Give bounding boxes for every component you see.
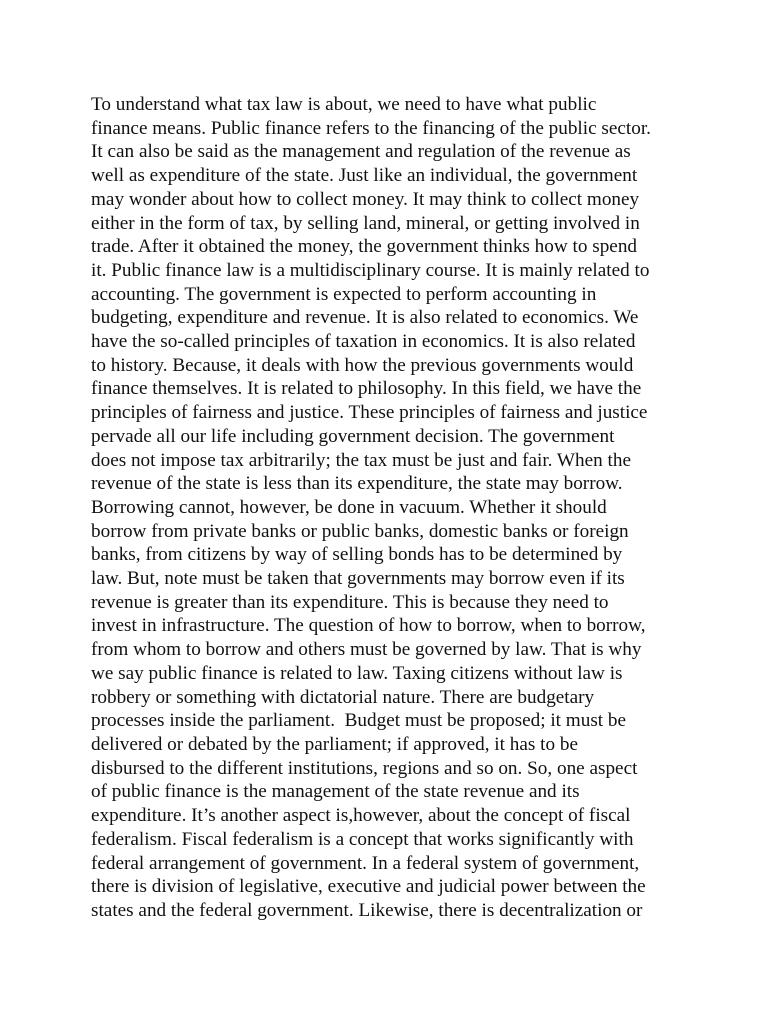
text-line: expenditure. It’s another aspect is,however, about the concept of fiscal [91, 805, 631, 827]
text-line: accounting. The government is expected to perform accounting in [91, 283, 597, 305]
text-line: borrow from private banks or public banks, domestic banks or foreign [91, 520, 629, 542]
text-line: law. But, note must be taken that governments may borrow even if its [91, 568, 625, 590]
text-line: have the so-called principles of taxation in economics. It is also related [91, 331, 636, 353]
text-line: finance means. Public finance refers to the financing of the public sector. [91, 117, 651, 139]
text-line: from whom to borrow and others must be governed by law. That is why [91, 639, 642, 661]
text-line: either in the form of tax, by selling land, mineral, or getting involved in [91, 212, 640, 234]
text-line: invest in infrastructure. The question of how to borrow, when to borrow, [91, 615, 646, 637]
text-line: to history. Because, it deals with how the previous governments would [91, 354, 634, 376]
text-line: revenue of the state is less than its expenditure, the state may borrow. [91, 473, 623, 495]
text-line: budgeting, expenditure and revenue. It is also related to economics. We [91, 307, 639, 329]
text-line: we say public finance is related to law. Taxing citizens without law is [91, 662, 623, 684]
text-line: To understand what tax law is about, we need to have what public [91, 94, 597, 115]
text-line: federal arrangement of government. In a federal system of government, [91, 852, 640, 874]
text-line: does not impose tax arbitrarily; the tax must be just and fair. When the [91, 449, 631, 471]
text-line: principles of fairness and justice. These principles of fairness and justice [91, 402, 648, 424]
text-line: pervade all our life including government decision. The government [91, 425, 615, 447]
text-line: delivered or debated by the parliament; if approved, it has to be [91, 733, 578, 755]
text-line: disbursed to the different institutions, regions and so on. So, one aspect [91, 757, 638, 779]
text-line: may wonder about how to collect money. It may think to collect money [91, 188, 640, 210]
text-line: processes inside the parliament. Budget must be proposed; it must be [91, 710, 627, 732]
text-line: trade. After it obtained the money, the government thinks how to spend [91, 236, 638, 258]
text-line: It can also be said as the management and regulation of the revenue as [91, 141, 631, 163]
text-line: there is division of legislative, executive and judicial power between the [91, 876, 646, 898]
text-line: robbery or something with dictatorial nature. There are budgetary [91, 686, 595, 708]
text-line: banks, from citizens by way of selling bonds has to be determined by [91, 544, 623, 566]
text-line: Borrowing cannot, however, be done in vacuum. Whether it should [91, 496, 607, 518]
text-line: states and the federal government. Likewise, there is decentralization or [91, 899, 643, 921]
body-paragraph [91, 93, 691, 923]
text-line: revenue is greater than its expenditure. This is because they need to [91, 591, 609, 613]
text-line: of public finance is the management of the state revenue and its [91, 781, 580, 803]
text-line: well as expenditure of the state. Just like an individual, the government [91, 165, 638, 187]
text-line: federalism. Fiscal federalism is a concept that works significantly with [91, 828, 634, 850]
text-line: finance themselves. It is related to philosophy. In this field, we have the [91, 378, 642, 400]
text-line: it. Public finance law is a multidisciplinary course. It is mainly related to [91, 259, 650, 281]
